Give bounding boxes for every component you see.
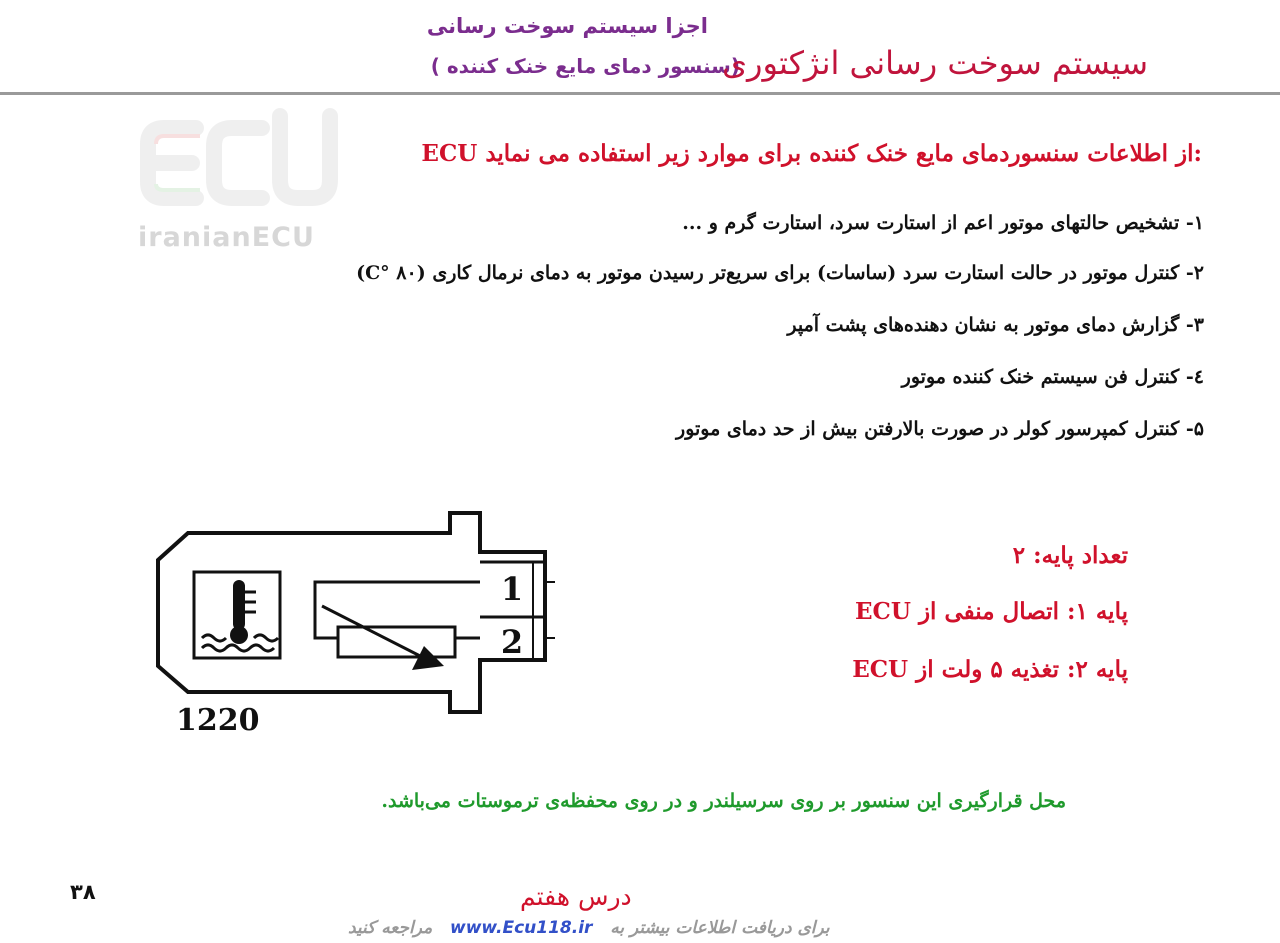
pin-count: تعداد پایه: ۲ — [1012, 542, 1128, 569]
footer-prefix: برای دریافت اطلاعات بیشتر به — [610, 918, 830, 938]
list-item: ۵- کنترل کمپرسور کولر در صورت بالارفتن بیش از حد دمای موتور — [676, 418, 1204, 440]
list-item: ۳- گزارش دمای موتور به نشان دهنده‌های پشت آمپر — [787, 314, 1204, 336]
pin-2-description: پایه ۲: تغذیه ۵ ولت از ECU — [852, 656, 1128, 683]
pin-label-1: 1 — [500, 570, 524, 608]
sensor-connector-diagram — [150, 500, 570, 750]
part-number: 1220 — [176, 703, 260, 738]
list-item: ٤- کنترل فن سیستم خنک کننده موتور — [901, 366, 1204, 388]
list-item: ۱- تشخیص حالتهای موتور اعم از استارت سرد، استارت گرم و ... — [682, 212, 1204, 234]
page-number: ۳۸ — [70, 880, 96, 904]
slide-subtitle-line2: (سنسور دمای مایع خنک کننده ) — [430, 54, 740, 78]
footer-note — [348, 918, 830, 938]
coolant-temperature-icon — [194, 572, 280, 658]
header-divider — [0, 92, 1280, 95]
lesson-title: درس هفتم — [520, 882, 632, 911]
watermark-site-name: iranianECU — [138, 222, 315, 253]
pin-1-description: پایه ۱: اتصال منفی از ECU — [855, 598, 1128, 625]
footer-suffix: مراجعه کنید — [348, 918, 433, 938]
slide-subtitle-line1: اجزا سیستم سوخت رسانی — [426, 14, 708, 38]
slide-main-title: سیستم سوخت رسانی انژکتوری — [722, 44, 1148, 82]
pin-label-2: 2 — [500, 623, 524, 661]
sensor-location-note: محل قرارگیری این سنسور بر روی سرسیلندر و در روی محفظه‌ی ترموستات می‌باشد. — [381, 790, 1066, 812]
thermistor-symbol — [315, 582, 480, 670]
list-item: ۲- کنترل موتور در حالت استارت سرد (ساسات) برای سریع‌تر رسیدن موتور به دمای نرمال کاری (C° ۸۰) — [356, 262, 1204, 284]
intro-heading: ECU از اطلاعات سنسوردمای مایع خنک کننده برای موارد زیر استفاده می نماید: — [421, 140, 1202, 167]
footer-website-link[interactable]: www.Ecu118.ir — [450, 918, 593, 938]
